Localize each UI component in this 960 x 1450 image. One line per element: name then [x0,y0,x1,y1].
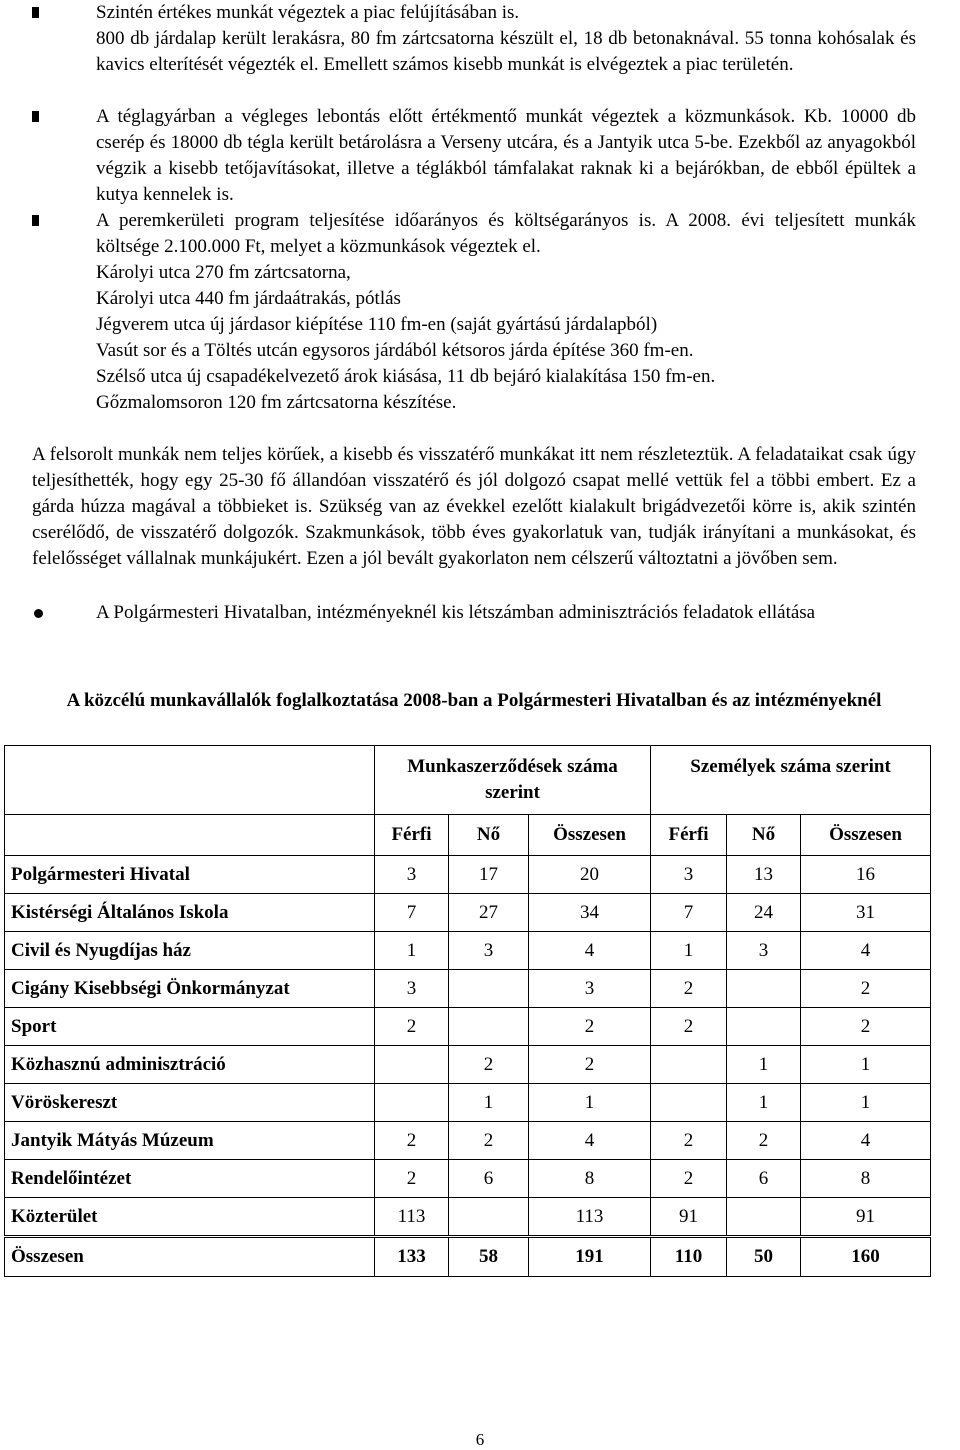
works-item: Jégverem utca új járdasor kiépítése 110 fm-en (saját gyártású járdalapból) [96,314,658,335]
total-cell: 160 [801,1237,931,1277]
table-cell: 2 [801,1008,931,1046]
page-number: 6 [475,1430,485,1449]
header-contracts: Munkaszerződések száma szerint [375,746,651,815]
row-label: Jantyik Mátyás Múzeum [5,1122,375,1160]
table-cell: 2 [801,970,931,1008]
round-bullet-icon [32,600,52,626]
table-row [5,1046,931,1084]
table-cell [727,1008,801,1046]
table-cell: 2 [529,1046,651,1084]
square-bullet-icon [32,104,52,130]
table-cell [651,1046,727,1084]
row-label: Civil és Nyugdíjas ház [5,932,375,970]
table-row [5,1160,931,1198]
summary-paragraph: A felsorolt munkák nem teljes körűek, a kisebb és visszatérő munkákat itt nem részleteztük. A feladataikat csak úgy teljesíthették, hogy egy 25-30 fő állandóan visszatérő és jól dolgozó csapat mellé vettük fel a többi embert. Ez a gárda húzza magával a többieket is. Szükség van az évekkel ezelőtt kialakult brigádvezetői körre is, akik szintén cserélődő, de visszatérő dolgozók. Szakmunkások, több éves gyakorlatuk van, tudják irányítani a munkásokat, és felelősséget vállalnak munkájukért. Ezen a jól bevált gyakorlaton nem célszerű változtatni a jövőben sem. [32,444,916,569]
table-cell: 3 [651,856,727,894]
table-cell: 8 [801,1160,931,1198]
table-cell: 2 [375,1122,449,1160]
header-total: Összesen [801,815,931,856]
bullet-outskirts [32,208,916,260]
works-item: Gőzmalomsoron 120 fm zártcsatorna készítése. [96,392,457,413]
table-cell: 91 [651,1198,727,1237]
table-cell [727,970,801,1008]
table-cell [375,1046,449,1084]
header-total: Összesen [529,815,651,856]
table-row [5,894,931,932]
table-cell: 1 [529,1084,651,1122]
row-label: Rendelőintézet [5,1160,375,1198]
table-cell [727,1198,801,1237]
works-item: Károlyi utca 270 fm zártcsatorna, [96,262,351,283]
table-body [5,856,931,1237]
table-cell: 1 [801,1084,931,1122]
table-cell [449,1198,529,1237]
table-cell: 13 [727,856,801,894]
table-cell: 3 [375,856,449,894]
table-cell: 1 [727,1046,801,1084]
header-empty-cell [5,746,375,815]
table-cell: 2 [449,1046,529,1084]
header-persons: Személyek száma szerint [651,746,931,815]
bullet-market [32,0,916,78]
table-cell: 2 [375,1160,449,1198]
works-item: Károlyi utca 440 fm járdaátrakás, pótlás [96,288,401,309]
office-text: A Polgármesteri Hivatalban, intézményeknél kis létszámban adminisztrációs feladatok ellátása [96,602,816,623]
table-cell: 91 [801,1198,931,1237]
table-cell: 2 [651,1160,727,1198]
row-label: Polgármesteri Hivatal [5,856,375,894]
table-row [5,856,931,894]
total-cell: 110 [651,1237,727,1277]
table-cell: 2 [449,1122,529,1160]
works-item: Szélső utca új csapadékelvezető árok kiásása, 11 db bejáró kialakítása 150 fm-en. [96,366,716,387]
table-cell: 2 [651,1008,727,1046]
market-details: 800 db járdalap került lerakásra, 80 fm zártcsatorna készült el, 18 db betonaknával. 55 tonna kohósalak és kavics elterítését végezték el. Emellett számos kisebb munkát is elvégeztek a piac területén. [96,28,916,75]
table-cell: 113 [375,1198,449,1237]
table-header-row [5,746,931,815]
bullet-brick-factory [32,104,916,208]
table-cell: 2 [529,1008,651,1046]
table-row [5,970,931,1008]
works-item: Vasút sor és a Töltés utcán egysoros járdából kétsoros járda építése 360 fm-en. [96,340,694,361]
market-intro-line: Szintén értékes munkát végeztek a piac felújításában is. [96,2,520,23]
table-cell: 16 [801,856,931,894]
table-cell: 4 [529,1122,651,1160]
table-cell: 1 [375,932,449,970]
table-cell: 2 [375,1008,449,1046]
row-label: Vöröskereszt [5,1084,375,1122]
table-cell [375,1084,449,1122]
table-cell: 4 [801,1122,931,1160]
total-cell: 191 [529,1237,651,1277]
table-cell: 1 [801,1046,931,1084]
table-cell: 7 [375,894,449,932]
table-cell [449,970,529,1008]
row-label: Cigány Kisebbségi Önkormányzat [5,970,375,1008]
table-cell: 3 [727,932,801,970]
header-female: Nő [727,815,801,856]
table-cell: 27 [449,894,529,932]
table-cell: 31 [801,894,931,932]
total-label: Összesen [5,1237,375,1277]
table-row [5,1122,931,1160]
bullet-office [32,600,916,626]
outskirts-text: A peremkerületi program teljesítése időarányos és költségarányos is. A 2008. évi teljesített munkák költsége 2.100.000 Ft, melyet a közmunkások végeztek el. [96,210,916,257]
office-section [32,600,916,626]
table-cell: 17 [449,856,529,894]
table-cell: 1 [727,1084,801,1122]
brick-factory-text: A téglagyárban a végleges lebontás előtt értékmentő munkát végeztek a közmunkások. Kb. 10000 db cserép és 18000 db tégla került betárolásra a Verseny utcára, és a Jantyik utca 5-be. Ezekből az anyagokból végzik a kisebb tetőjavításokat, illetve a téglákból támfalakat raknak ki a bejárókban, de ebből épültek a kutya kennelek is. [96,106,916,205]
table-cell: 4 [801,932,931,970]
row-label: Kistérségi Általános Iskola [5,894,375,932]
table-cell [449,1008,529,1046]
works-list [32,260,916,416]
table-cell [651,1084,727,1122]
table-row [5,1008,931,1046]
square-bullet-icon [32,208,52,234]
table-cell: 3 [529,970,651,1008]
table-row [5,1198,931,1237]
table-cell: 2 [727,1122,801,1160]
table-cell: 3 [375,970,449,1008]
table-cell: 113 [529,1198,651,1237]
table-cell: 20 [529,856,651,894]
total-cell: 58 [449,1237,529,1277]
table-cell: 6 [449,1160,529,1198]
table-cell: 1 [449,1084,529,1122]
brick-factory-section [32,104,916,208]
table-row [5,1084,931,1122]
total-cell: 133 [375,1237,449,1277]
table-cell: 3 [449,932,529,970]
table-cell: 24 [727,894,801,932]
table-title: A közcélú munkavállalók foglalkoztatása 2008-ban a Polgármesteri Hivatalban és az intézményeknél [66,690,882,711]
table-cell: 2 [651,1122,727,1160]
table-cell: 4 [529,932,651,970]
row-label: Közhasznú adminisztráció [5,1046,375,1084]
total-cell: 50 [727,1237,801,1277]
table-cell: 34 [529,894,651,932]
employment-table [4,745,931,1277]
row-label: Sport [5,1008,375,1046]
header-male: Férfi [375,815,449,856]
outskirts-section [32,208,916,416]
market-section [32,0,916,78]
row-label: Közterület [5,1198,375,1237]
table-cell: 2 [651,970,727,1008]
table-cell: 1 [651,932,727,970]
header-male: Férfi [651,815,727,856]
table-cell: 7 [651,894,727,932]
table-row [5,932,931,970]
table-cell: 8 [529,1160,651,1198]
table-total-row [5,1237,931,1277]
header-empty-cell [5,815,375,856]
table-cell: 6 [727,1160,801,1198]
header-female: Nő [449,815,529,856]
square-bullet-icon [32,0,52,26]
table-subheader-row [5,815,931,856]
